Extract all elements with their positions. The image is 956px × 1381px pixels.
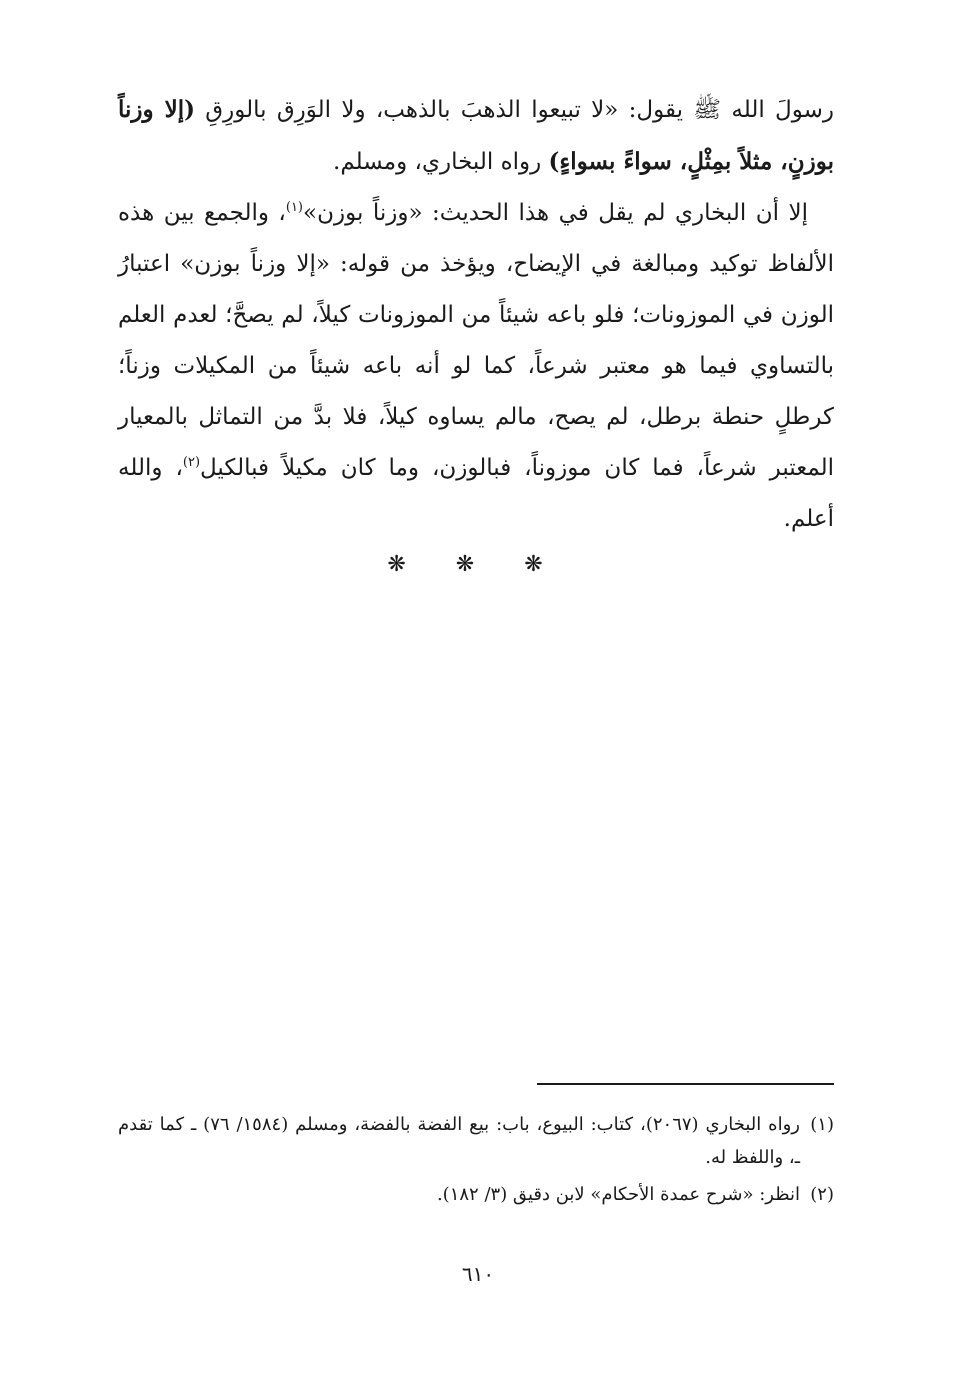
separator-star-icon: ❋	[387, 552, 432, 577]
hadith-text: رسولَ الله ﷺ يقول: «لا تبيعوا الذهبَ بالذهب، ولا الوَرِق بالورِقِ	[195, 97, 834, 123]
separator-star-icon: ❋	[524, 552, 569, 577]
hadith-source: رواه البخاري، ومسلم.	[333, 149, 549, 175]
paragraph-hadith	[118, 84, 834, 188]
paragraph-commentary	[118, 188, 834, 545]
footnotes	[118, 1108, 834, 1215]
section-separator	[0, 552, 956, 577]
page-number: ٦١٠	[461, 1262, 495, 1286]
footnote-text: انظر: «شرح عمدة الأحكام» لابن دقيق (٣/ ١٨٢).	[436, 1184, 800, 1205]
footnote-number: (٢)	[810, 1184, 834, 1205]
main-text	[118, 84, 834, 545]
commentary-text-1: إلا أن البخاري لم يقل في هذا الحديث: «وزناً بوزن»	[303, 200, 809, 226]
hadith-bold-phrase: (إلا وزناً بوزنٍ، مثلاً بمِثْلٍ، سواءً بسواءٍ)	[118, 96, 834, 175]
footnote-1	[118, 1108, 834, 1174]
footnote-2	[118, 1178, 834, 1211]
commentary-text-3: ، والله أعلم.	[118, 455, 834, 532]
footnote-marker-1[interactable]: (١)	[285, 200, 303, 215]
commentary-text-2: ، والجمع بين هذه الألفاظ توكيد ومبالغة في الإيضاح، ويؤخذ من قوله: «إلا وزناً بوزن» اعتبارُ الوزن في الموزونات؛ فلو باعه شيئاً من الموزونات كيلاً، لم يصحَّ؛ لعدم العلم بالتساوي فيما هو معتبر شرعاً، كما لو أنه باعه شيئاً من المكيلات وزناً؛ كرطلٍ حنطة برطل، لم يصح، مالم يساوه كيلاً، فلا بدَّ من التماثل بالمعيار المعتبر شرعاً، فما كان موزوناً، فبالوزن، وما كان مكيلاً فبالكيل	[118, 200, 835, 481]
footnote-number: (١)	[810, 1114, 834, 1135]
separator-star-icon: ❋	[455, 552, 501, 577]
footnote-divider	[537, 1083, 834, 1085]
footnote-text: رواه البخاري (٢٠٦٧)، كتاب: البيوع، باب: بيع الفضة بالفضة، ومسلم (١٥٨٤/ ٧٦) ـ كما تقدم ـ، واللفظ له.	[118, 1114, 800, 1168]
footnote-marker-2[interactable]: (٢)	[182, 455, 201, 470]
